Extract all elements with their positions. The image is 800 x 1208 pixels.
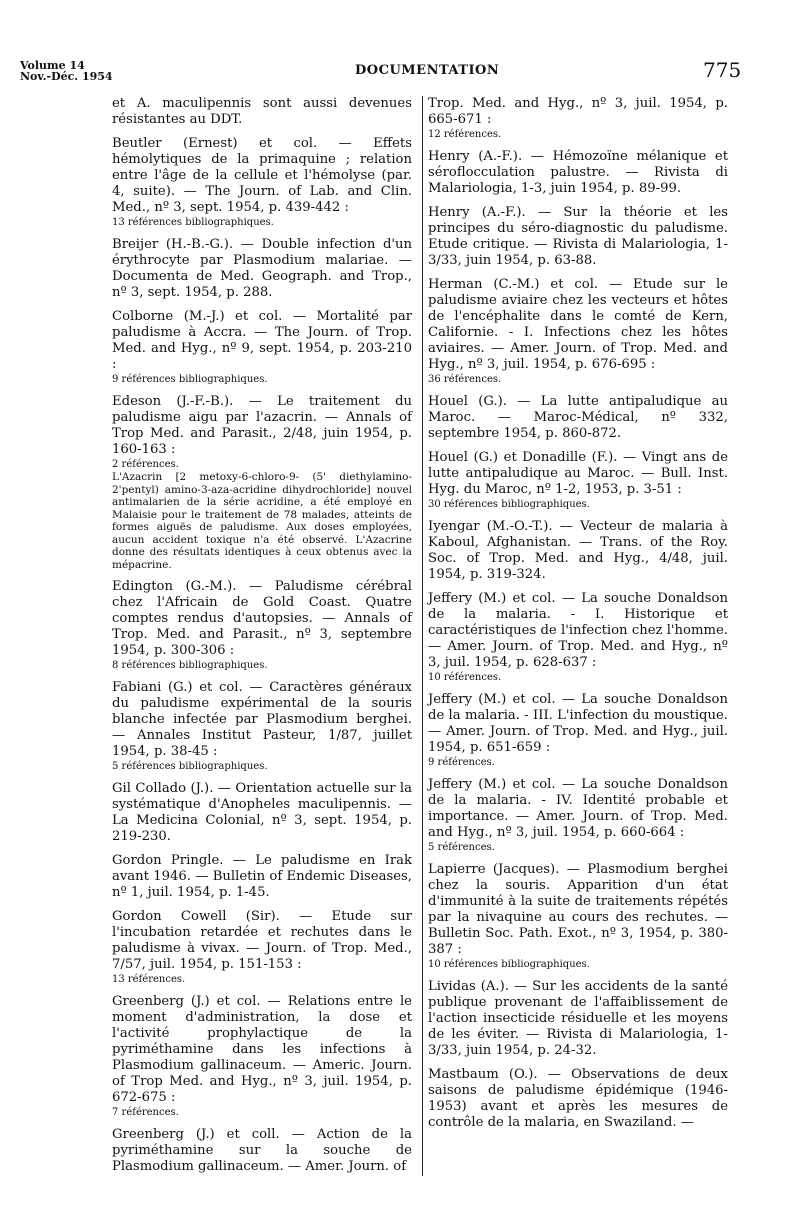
reference-entry — [112, 1127, 412, 1175]
reference-entry — [112, 237, 412, 301]
reference-count: 5 références. — [428, 842, 495, 853]
reference-entry — [428, 96, 728, 141]
reference-entry — [428, 205, 728, 269]
reference-text: Gordon Pringle. — Le paludisme en Irak avant 1946. — Bulletin of Endemic Diseases, nº 1, juil. 1954, p. 1-45. — [112, 853, 412, 900]
reference-abstract: L'Azacrin [2 metoxy-6-chloro-9- (5' diethylamino-2'pentyl) amino-3-aza-acridine dihydrochloride] nouvel antimalarien de la série acridine, a été employé en Malaisie pour le traitement de 78 malades, atteints de formes aiguës de paludisme. Aux doses employées, aucun accident toxique n'a été observé. L'Azacrine donne des résultats identiques à ceux obtenus avec la mépacrine. — [112, 471, 412, 571]
reference-entry — [112, 680, 412, 773]
reference-text: Jeffery (M.) et col. — La souche Donaldson de la malaria. - I. Historique et caractéristiques de l'infection chez l'homme. — Amer. Journ. of Trop. Med. and Hyg., nº 3, juil. 1954, p. 628-637 : — [428, 591, 728, 670]
reference-text: Mastbaum (O.). — Observations de deux saisons de paludisme épidémique (1946-1953) avant et après les mesures de contrôle de la malaria, en Swaziland. — — [428, 1067, 728, 1130]
reference-count: 36 références. — [428, 374, 502, 385]
reference-entry — [112, 309, 412, 386]
reference-text: Herman (C.-M.) et col. — Etude sur le paludisme aviaire chez les vecteurs et hôtes de l'encéphalite dans le comté de Kern, Californie. - I. Infections chez les hôtes aviaires. — Amer. Journ. of Trop. Med. and Hyg., nº 3, juil. 1954, p. 676-695 : — [428, 277, 728, 372]
reference-count: 8 références bibliographiques. — [112, 660, 268, 671]
reference-text: Henry (A.-F.). — Hémozoïne mélanique et séroflocculation palustre. — Rivista di Malariologia, 1-3, juin 1954, p. 89-99. — [428, 149, 728, 196]
reference-entry — [428, 519, 728, 583]
issue-label: Nov.-Déc. 1954 — [20, 70, 113, 83]
reference-entry — [428, 692, 728, 769]
reference-text: Gil Collado (J.). — Orientation actuelle sur la systématique d'Anopheles maculipennis. — La Medicina Colonial, nº 3, sept. 1954, p. 219-230. — [112, 781, 412, 844]
reference-entry — [428, 277, 728, 386]
reference-entry — [428, 979, 728, 1059]
reference-entry — [112, 96, 412, 128]
reference-count: 10 références. — [428, 672, 502, 683]
page-title: DOCUMENTATION — [355, 63, 500, 78]
reference-text: Edeson (J.-F.-B.). — Le traitement du paludisme aigu par l'azacrin. — Annals of Trop Med. and Parasit., 2/48, juin 1954, p. 160-163 : — [112, 394, 412, 457]
reference-entry — [428, 777, 728, 854]
reference-text: Colborne (M.-J.) et col. — Mortalité par paludisme à Accra. — The Journ. of Trop. Med. and Hyg., nº 9, sept. 1954, p. 203-210 : — [112, 309, 412, 372]
reference-text: Lapierre (Jacques). — Plasmodium berghei chez la souris. Apparition d'un état d'immunité à la suite de traitements répétés par la nivaquine au cours des rechutes. — Bulletin Soc. Path. Exot., nº 3, 1954, p. 380-387 : — [428, 862, 728, 957]
reference-text: Lividas (A.). — Sur les accidents de la santé publique provenant de l'affaiblissement de l'action insecticide résiduelle et les moyens de les éviter. — Rivista di Malariologia, 1-3/33, juin 1954, p. 24-32. — [428, 979, 728, 1058]
reference-entry — [428, 394, 728, 442]
reference-entry — [428, 149, 728, 197]
reference-text: Fabiani (G.) et col. — Caractères généraux du paludisme expérimental de la souris blanche infectée par Plasmodium berghei. — Annales Institut Pasteur, 1/87, juillet 1954, p. 38-45 : — [112, 680, 412, 759]
reference-text: Houel (G.). — La lutte antipaludique au Maroc. — Maroc-Médical, nº 332, septembre 1954, p. 860-872. — [428, 394, 728, 441]
reference-count: 5 références bibliographiques. — [112, 761, 268, 772]
volume-info — [20, 60, 113, 82]
reference-text: Henry (A.-F.). — Sur la théorie et les principes du séro-diagnostic du paludisme. Etude critique. — Rivista di Malariologia, 1-3/33, juin 1954, p. 63-88. — [428, 205, 728, 268]
reference-text: Beutler (Ernest) et col. — Effets hémolytiques de la primaquine ; relation entre l'âge de la cellule et l'hémolyse (par. 4, suite). — The Journ. of Lab. and Clin. Med., nº 3, sept. 1954, p. 439-442 : — [112, 136, 412, 215]
reference-text: Edington (G.-M.). — Paludisme cérébral chez l'Africain de Gold Coast. Quatre comptes rendus d'autopsies. — Annals of Trop. Med. and Parasit., nº 3, septembre 1954, p. 300-306 : — [112, 579, 412, 658]
reference-entry — [112, 781, 412, 845]
reference-text: Gordon Cowell (Sir). — Etude sur l'incubation retardée et rechutes dans le paludisme à vivax. — Journ. of Trop. Med., 7/57, juil. 1954, p. 151-153 : — [112, 909, 412, 972]
reference-text: Iyengar (M.-O.-T.). — Vecteur de malaria à Kaboul, Afghanistan. — Trans. of the Roy. Soc. of Trop. Med. and Hyg., 4/48, juil. 1954, p. 319-324. — [428, 519, 728, 582]
reference-count: 13 références. — [112, 974, 186, 985]
reference-entry — [112, 909, 412, 986]
reference-text: Jeffery (M.) et col. — La souche Donaldson de la malaria. - IV. Identité probable et importance. — Amer. Journ. of Trop. Med. and Hyg., nº 3, juil. 1954, p. 660-664 : — [428, 777, 728, 840]
reference-entry — [428, 450, 728, 511]
reference-count: 9 références. — [428, 757, 495, 768]
reference-text: Breijer (H.-B.-G.). — Double infection d'un érythrocyte par Plasmodium malariae. — Documenta de Med. Geograph. and Trop., nº 3, sept. 1954, p. 288. — [112, 237, 412, 300]
reference-count: 2 références. — [112, 459, 179, 470]
reference-count: 30 références bibliographiques. — [428, 499, 590, 510]
reference-entry — [112, 853, 412, 901]
column-divider — [422, 96, 423, 1176]
reference-text: Jeffery (M.) et col. — La souche Donaldson de la malaria. - III. L'infection du moustique. — Amer. Journ. of Trop. Med. and Hyg., juil. 1954, p. 651-659 : — [428, 692, 728, 755]
volume-label: Volume 14 — [20, 59, 85, 72]
reference-text: Greenberg (J.) et col. — Relations entre le moment d'administration, la dose et l'activité prophylactique de la pyriméthamine dans les infections à Plasmodium gallinaceum. — Americ. Journ. of Trop Med. and Hyg., nº 3, juil. 1954, p. 672-675 : — [112, 994, 412, 1105]
reference-count: 13 références bibliographiques. — [112, 217, 274, 228]
reference-entry — [112, 394, 412, 571]
left-column — [112, 96, 412, 1183]
reference-text: Houel (G.) et Donadille (F.). — Vingt ans de lutte antipaludique au Maroc. — Bull. Inst. Hyg. du Maroc, nº 1-2, 1953, p. 3-51 : — [428, 450, 728, 497]
right-column — [428, 96, 728, 1139]
reference-entry — [428, 1067, 728, 1131]
reference-count: 9 références bibliographiques. — [112, 374, 268, 385]
reference-count: 10 références bibliographiques. — [428, 959, 590, 970]
reference-count: 7 références. — [112, 1107, 179, 1118]
reference-text: et A. maculipennis sont aussi devenues résistantes au DDT. — [112, 96, 412, 127]
reference-entry — [112, 136, 412, 229]
reference-entry — [112, 994, 412, 1119]
reference-entry — [428, 862, 728, 971]
reference-entry — [112, 579, 412, 672]
page-number: 775 — [703, 58, 742, 82]
reference-text: Greenberg (J.) et coll. — Action de la pyriméthamine sur la souche de Plasmodium gallinaceum. — Amer. Journ. of — [112, 1127, 412, 1174]
reference-count: 12 références. — [428, 129, 502, 140]
reference-entry — [428, 591, 728, 684]
reference-text: Trop. Med. and Hyg., nº 3, juil. 1954, p. 665-671 : — [428, 96, 728, 127]
